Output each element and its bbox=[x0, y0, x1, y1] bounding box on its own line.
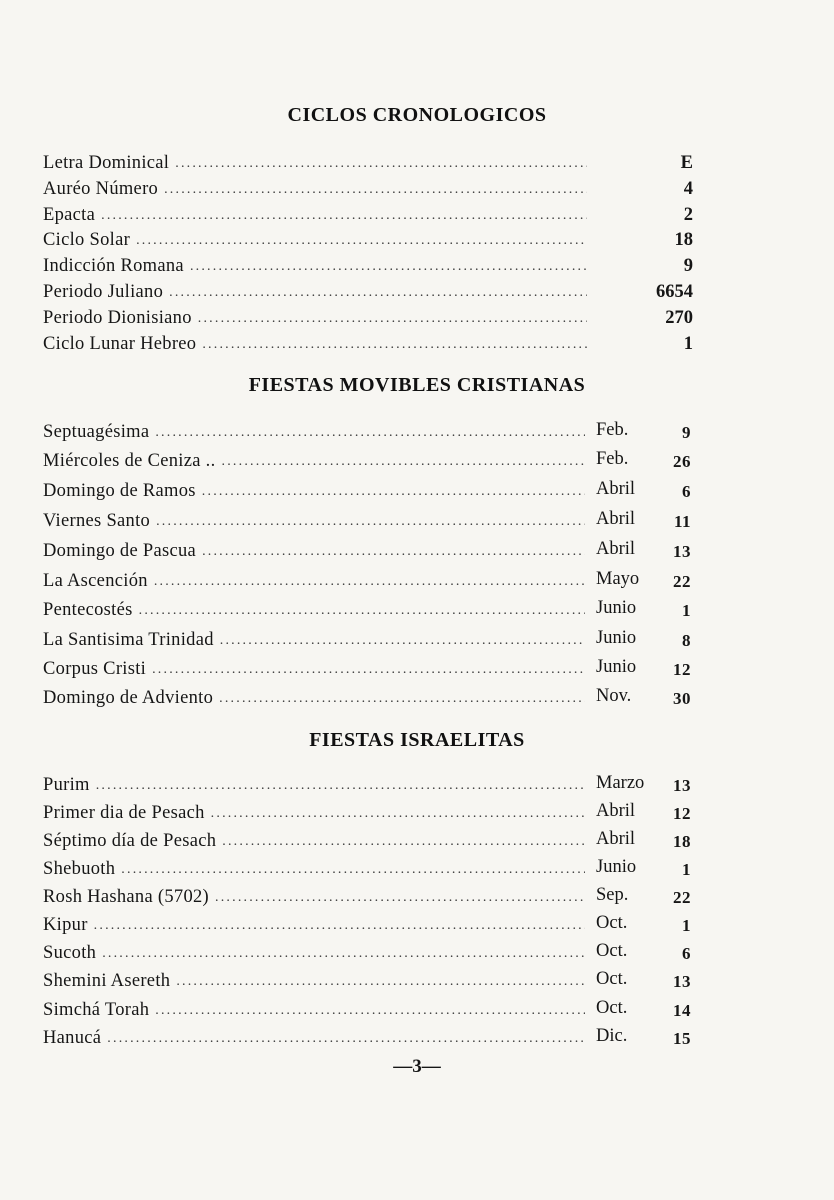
feast-row bbox=[43, 1028, 591, 1054]
feast-row bbox=[43, 859, 591, 885]
feast-label: Shemini Asereth bbox=[43, 971, 171, 991]
feast-day: 1 bbox=[682, 916, 691, 935]
feast-day: 22 bbox=[673, 572, 691, 591]
feast-month: Abril bbox=[596, 539, 636, 559]
feast-label: Shebuoth bbox=[43, 859, 116, 879]
israelitas-title: FIESTAS ISRAELITAS bbox=[309, 729, 525, 751]
leader-dots bbox=[101, 208, 587, 224]
feast-row bbox=[43, 775, 591, 801]
ciclo-row bbox=[43, 282, 593, 308]
leader-dots bbox=[152, 662, 585, 678]
feast-month: Oct. bbox=[596, 913, 628, 933]
feast-label: La Santisima Trinidad bbox=[43, 630, 214, 650]
feast-row bbox=[43, 600, 591, 626]
leader-dots bbox=[96, 778, 585, 794]
feast-row bbox=[43, 630, 591, 656]
feast-row bbox=[43, 1000, 591, 1026]
feast-month: Nov. bbox=[596, 686, 632, 706]
leader-dots bbox=[219, 691, 585, 707]
feast-label: Hanucá bbox=[43, 1028, 102, 1048]
leader-dots bbox=[155, 425, 585, 441]
feast-label: Séptimo día de Pesach bbox=[43, 831, 217, 851]
page-number: —3— bbox=[393, 1056, 441, 1077]
feast-month: Feb. bbox=[596, 420, 629, 440]
feast-row bbox=[43, 887, 591, 913]
feast-day: 9 bbox=[682, 423, 691, 442]
leader-dots bbox=[202, 337, 587, 353]
feast-day: 6 bbox=[682, 482, 691, 501]
feast-month: Abril bbox=[596, 801, 636, 821]
ciclo-row bbox=[43, 179, 593, 205]
feast-label: La Ascención bbox=[43, 571, 148, 591]
ciclo-label: Ciclo Lunar Hebreo bbox=[43, 334, 197, 354]
leader-dots bbox=[169, 285, 587, 301]
leader-dots bbox=[155, 1003, 585, 1019]
feast-day: 18 bbox=[673, 832, 691, 851]
leader-dots bbox=[94, 918, 585, 934]
feast-row bbox=[43, 511, 591, 537]
feast-month: Oct. bbox=[596, 969, 628, 989]
cristianas-title: FIESTAS MOVIBLES CRISTIANAS bbox=[248, 374, 586, 396]
ciclo-label: Periodo Dionisiano bbox=[43, 308, 192, 328]
feast-month: Abril bbox=[596, 479, 636, 499]
feast-row bbox=[43, 831, 591, 857]
feast-label: Kipur bbox=[43, 915, 88, 935]
leader-dots bbox=[202, 544, 585, 560]
feast-label: Miércoles de Ceniza .. bbox=[43, 451, 216, 471]
feast-label: Pentecostés bbox=[43, 600, 133, 620]
leader-dots bbox=[154, 574, 585, 590]
feast-day: 12 bbox=[673, 660, 691, 679]
feast-row bbox=[43, 451, 591, 477]
ciclo-value: 2 bbox=[683, 205, 693, 225]
leader-dots bbox=[164, 182, 587, 198]
feast-month: Dic. bbox=[596, 1026, 628, 1046]
ciclo-label: Periodo Juliano bbox=[43, 282, 164, 302]
feast-row bbox=[43, 481, 591, 507]
ciclo-value: 6654 bbox=[656, 282, 693, 302]
feast-day: 15 bbox=[673, 1029, 691, 1048]
feast-label: Corpus Cristi bbox=[43, 659, 147, 679]
feast-day: 22 bbox=[673, 888, 691, 907]
feast-label: Primer dia de Pesach bbox=[43, 803, 205, 823]
leader-dots bbox=[175, 156, 587, 172]
ciclo-label: Ciclo Solar bbox=[43, 230, 131, 250]
feast-day: 13 bbox=[673, 776, 691, 795]
leader-dots bbox=[222, 834, 585, 850]
leader-dots bbox=[220, 633, 585, 649]
leader-dots bbox=[202, 484, 585, 500]
ciclo-value: 18 bbox=[674, 230, 693, 250]
feast-label: Viernes Santo bbox=[43, 511, 151, 531]
ciclo-value: 270 bbox=[665, 308, 693, 328]
feast-month: Abril bbox=[596, 829, 636, 849]
feast-row bbox=[43, 915, 591, 941]
ciclo-row bbox=[43, 256, 593, 282]
feast-day: 1 bbox=[682, 860, 691, 879]
feast-day: 13 bbox=[673, 542, 691, 561]
feast-row bbox=[43, 943, 591, 969]
feast-label: Septuagésima bbox=[43, 422, 150, 442]
feast-month: Oct. bbox=[596, 998, 628, 1018]
ciclo-value: 9 bbox=[683, 256, 693, 276]
feast-month: Junio bbox=[596, 628, 637, 648]
feast-month: Junio bbox=[596, 598, 637, 618]
feast-month: Junio bbox=[596, 857, 637, 877]
feast-label: Purim bbox=[43, 775, 90, 795]
feast-day: 26 bbox=[673, 452, 691, 471]
ciclo-value: 1 bbox=[683, 334, 693, 354]
feast-month: Abril bbox=[596, 509, 636, 529]
leader-dots bbox=[139, 603, 585, 619]
leader-dots bbox=[222, 454, 585, 470]
ciclo-row bbox=[43, 308, 593, 334]
feast-label: Domingo de Ramos bbox=[43, 481, 196, 501]
feast-row bbox=[43, 803, 591, 829]
feast-label: Sucoth bbox=[43, 943, 97, 963]
feast-month: Oct. bbox=[596, 941, 628, 961]
feast-day: 13 bbox=[673, 972, 691, 991]
feast-row bbox=[43, 659, 591, 685]
leader-dots bbox=[121, 862, 585, 878]
ciclo-row bbox=[43, 205, 593, 231]
feast-month: Mayo bbox=[596, 569, 640, 589]
feast-label: Domingo de Pascua bbox=[43, 541, 197, 561]
feast-day: 30 bbox=[673, 689, 691, 708]
leader-dots bbox=[190, 259, 587, 275]
feast-label: Domingo de Adviento bbox=[43, 688, 214, 708]
feast-day: 11 bbox=[673, 512, 691, 531]
feast-row bbox=[43, 541, 591, 567]
ciclo-value: E bbox=[680, 153, 693, 173]
ciclo-label: Epacta bbox=[43, 205, 96, 225]
leader-dots bbox=[198, 311, 587, 327]
feast-row bbox=[43, 571, 591, 597]
leader-dots bbox=[107, 1031, 585, 1047]
ciclo-label: Auréo Número bbox=[43, 179, 159, 199]
leader-dots bbox=[215, 890, 585, 906]
feast-day: 8 bbox=[682, 631, 691, 650]
ciclo-label: Letra Dominical bbox=[43, 153, 170, 173]
feast-label: Simchá Torah bbox=[43, 1000, 150, 1020]
ciclo-row bbox=[43, 153, 593, 179]
feast-day: 12 bbox=[673, 804, 691, 823]
ciclo-label: Indicción Romana bbox=[43, 256, 184, 276]
feast-month: Sep. bbox=[596, 885, 629, 905]
feast-day: 6 bbox=[682, 944, 691, 963]
feast-row bbox=[43, 971, 591, 997]
ciclo-row bbox=[43, 230, 593, 256]
feast-day: 14 bbox=[673, 1001, 691, 1020]
feast-day: 1 bbox=[682, 601, 691, 620]
feast-row bbox=[43, 422, 591, 448]
leader-dots bbox=[211, 806, 585, 822]
feast-row bbox=[43, 688, 591, 714]
ciclo-value: 4 bbox=[683, 179, 693, 199]
leader-dots bbox=[156, 514, 585, 530]
ciclo-row bbox=[43, 334, 593, 360]
ciclos-title: CICLOS CRONOLOGICOS bbox=[287, 104, 547, 126]
feast-month: Feb. bbox=[596, 449, 629, 469]
feast-month: Junio bbox=[596, 657, 637, 677]
leader-dots bbox=[136, 233, 587, 249]
leader-dots bbox=[176, 974, 585, 990]
feast-month: Marzo bbox=[596, 773, 645, 793]
feast-label: Rosh Hashana (5702) bbox=[43, 887, 210, 907]
leader-dots bbox=[102, 946, 585, 962]
